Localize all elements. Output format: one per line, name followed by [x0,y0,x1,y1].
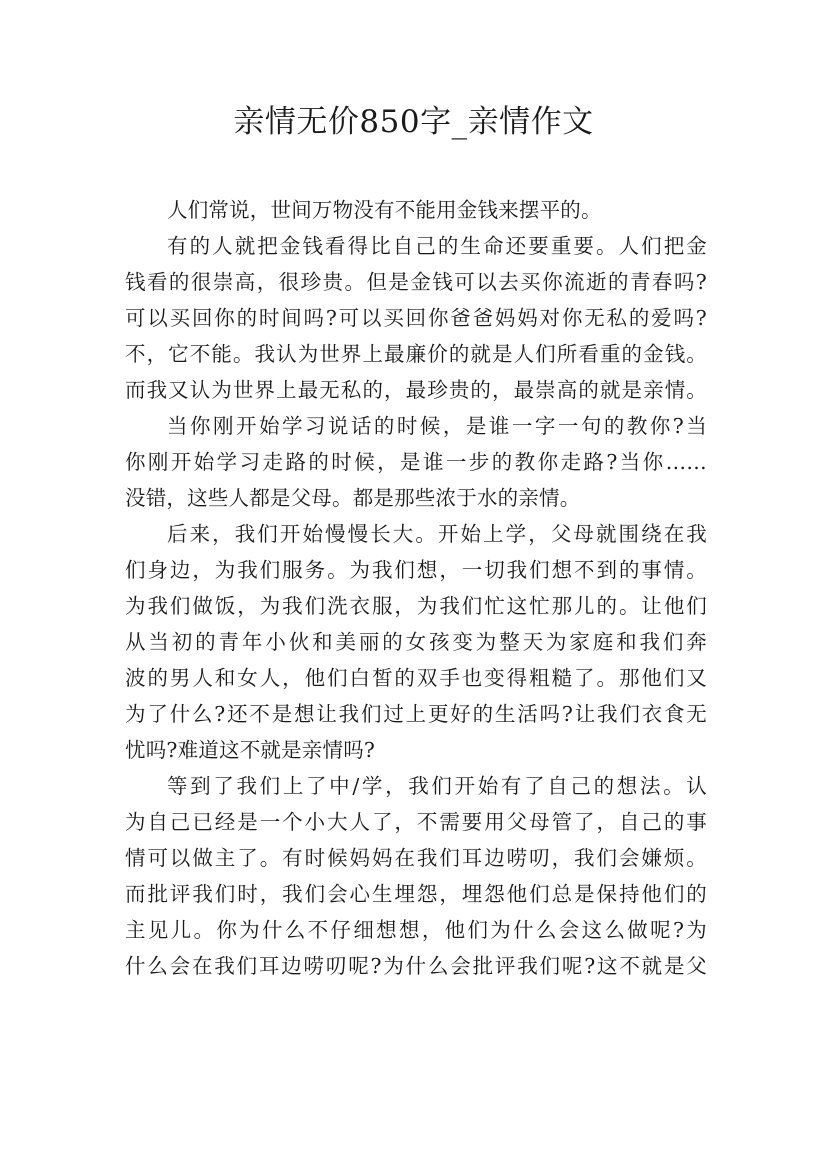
paragraph [125,768,707,984]
text-line: 从当初的青年小伙和美丽的女孩变为整天为家庭和我们奔 [125,630,707,654]
text-line: 而我又认为世界上最无私的，最珍贵的，最崇高的就是亲情。 [125,378,707,402]
text-line: 们身边，为我们服务。为我们想，一切我们想不到的事情。 [125,558,707,582]
paragraph [125,516,707,768]
paragraph [125,192,707,228]
text-line: 可以买回你的时间吗?可以买回你爸爸妈妈对你无私的爱吗? [125,306,707,330]
text-line: 为我们做饭，为我们洗衣服，为我们忙这忙那儿的。让他们 [125,594,707,618]
text-line: 波的男人和女人，他们白皙的双手也变得粗糙了。那他们又 [125,666,707,690]
text-line: 忧吗?难道这不就是亲情吗? [125,738,376,762]
text-line: 有的人就把金钱看得比自己的生命还要重要。人们把金 [167,234,707,258]
text-line: 等到了我们上了中/学，我们开始有了自己的想法。认 [167,774,707,798]
text-line: 人们常说，世间万物没有不能用金钱来摆平的。 [167,198,602,222]
text-line: 不，它不能。我认为世界上最廉价的就是人们所看重的金钱。 [125,342,707,366]
text-line: 什么会在我们耳边唠叨呢?为什么会批评我们呢?这不就是父 [125,954,707,978]
text-line: 情可以做主了。有时候妈妈在我们耳边唠叨，我们会嫌烦。 [125,846,707,870]
text-line: 你刚开始学习走路的时候，是谁一步的教你走路?当你…… [125,450,707,474]
text-line: 当你刚开始学习说话的时候，是谁一字一句的教你?当 [167,414,707,438]
paragraph [125,228,707,408]
text-line: 后来，我们开始慢慢长大。开始上学，父母就围绕在我 [167,522,707,546]
text-line: 主见儿。你为什么不仔细想想，他们为什么会这么做呢?为 [125,918,707,942]
text-line: 钱看的很崇高，很珍贵。但是金钱可以去买你流逝的青春吗? [125,270,707,294]
document-body [125,192,707,984]
text-line: 没错，这些人都是父母。都是那些浓于水的亲情。 [125,486,581,510]
text-line: 为了什么?还不是想让我们过上更好的生活吗?让我们衣食无 [125,702,707,726]
document-title: 亲情无价850字_亲情作文 [233,104,594,140]
text-line: 为自己已经是一个小大人了，不需要用父母管了，自己的事 [125,810,707,834]
text-line: 而批评我们时，我们会心生埋怨，埋怨他们总是保持他们的 [125,882,707,906]
paragraph [125,408,707,516]
